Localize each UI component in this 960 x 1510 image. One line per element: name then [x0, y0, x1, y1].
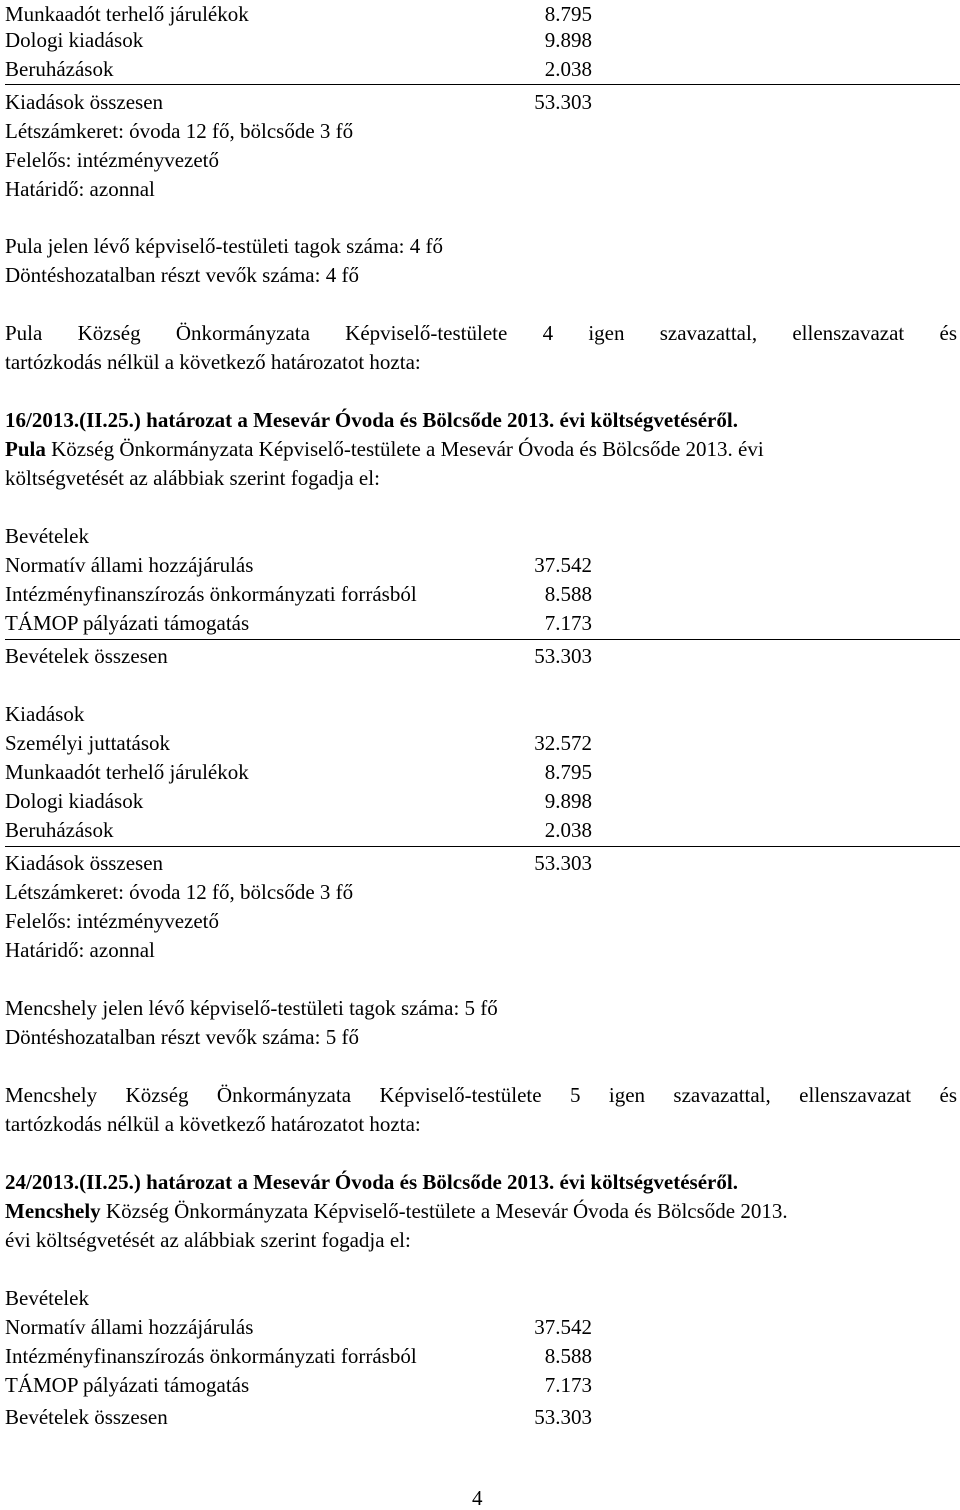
- pula-vote-line: [5, 319, 957, 348]
- row-value: 32.572: [534, 731, 592, 755]
- top-expense-total-row: [5, 88, 592, 117]
- top-staff-line: Létszámkeret: óvoda 12 fő, bölcsőde 3 fő: [5, 119, 354, 143]
- pula-expense-row-material: [5, 787, 592, 816]
- pula-income-row-normative: [5, 551, 592, 580]
- pula-vote-right: 4 igen szavazattal, ellenszavazat és: [542, 321, 958, 345]
- mencshely-resolution-title-text: 24/2013.(II.25.) határozat a Mesevár Óvoda és Bölcsőde 2013. évi költségvetéséről.: [5, 1170, 738, 1194]
- pula-resolution-title-text: 16/2013.(II.25.) határozat a Mesevár Óvoda és Bölcsőde 2013. évi költségvetéséről.: [5, 408, 738, 432]
- row-label: Személyi juttatások: [5, 731, 171, 755]
- row-label: Munkaadót terhelő járulékok: [5, 760, 249, 784]
- pula-intro-bold: Pula: [5, 437, 46, 461]
- mencshely-resolution-title: [5, 1168, 738, 1197]
- row-value: 8.588: [544, 582, 592, 606]
- pula-income-header: Bevételek: [5, 524, 89, 548]
- mencshely-income-row-institution: [5, 1342, 592, 1371]
- divider-rule: [5, 639, 960, 640]
- mencshely-income-total-row: [5, 1403, 592, 1432]
- mencshely-intro-bold: Mencshely: [5, 1199, 101, 1223]
- top-responsible-line: Felelős: intézményvezető: [5, 148, 220, 172]
- mencshely-members-line: Mencshely jelen lévő képviselő-testületi tagok száma: 5 fő: [5, 996, 498, 1020]
- row-value: 53.303: [534, 1405, 592, 1429]
- row-label: Beruházások: [5, 57, 114, 81]
- pula-expense-row-contributions: [5, 758, 592, 787]
- row-label: Kiadások összesen: [5, 90, 164, 114]
- row-label: Bevételek összesen: [5, 644, 168, 668]
- top-expense-row-contributions: [5, 0, 592, 29]
- mencshely-intro-line: [5, 1197, 788, 1226]
- pula-vote-line-2: tartózkodás nélkül a következő határozatot hozta:: [5, 350, 421, 374]
- row-value: 9.898: [544, 789, 592, 813]
- row-value: 2.038: [544, 818, 592, 842]
- pula-members-line: Pula jelen lévő képviselő-testületi tagok száma: 4 fő: [5, 234, 443, 258]
- pula-intro-line-2: költségvetését az alábbiak szerint fogadja el:: [5, 466, 380, 490]
- row-value: 7.173: [544, 1373, 592, 1397]
- pula-vote-left: Pula Község Önkormányzata Képviselő-testülete: [5, 321, 508, 345]
- mencshely-income-row-normative: [5, 1313, 592, 1342]
- row-label: TÁMOP pályázati támogatás: [5, 611, 250, 635]
- pula-staff-line: Létszámkeret: óvoda 12 fő, bölcsőde 3 fő: [5, 880, 354, 904]
- row-label: Dologi kiadások: [5, 789, 144, 813]
- pula-responsible-line: Felelős: intézményvezető: [5, 909, 220, 933]
- row-label: TÁMOP pályázati támogatás: [5, 1373, 250, 1397]
- pula-income-total-row: [5, 642, 592, 671]
- top-deadline-line: Határidő: azonnal: [5, 177, 155, 201]
- top-expense-row-investments: [5, 55, 592, 84]
- mencshely-income-header: Bevételek: [5, 1286, 89, 1310]
- row-value: 8.795: [544, 760, 592, 784]
- pula-intro-line: [5, 435, 764, 464]
- pula-income-row-institution: [5, 580, 592, 609]
- row-label: Munkaadót terhelő járulékok: [5, 2, 249, 26]
- mencshely-vote-line: Mencshely Község Önkormányzata Képviselő-testülete 5 igen szavazattal, ellenszavazat és: [5, 1083, 957, 1107]
- row-label: Beruházások: [5, 818, 114, 842]
- row-label: Kiadások összesen: [5, 851, 164, 875]
- row-value: 2.038: [544, 57, 592, 81]
- row-label: Dologi kiadások: [5, 28, 144, 52]
- mencshely-voters-line: Döntéshozatalban részt vevők száma: 5 fő: [5, 1025, 359, 1049]
- row-value: 9.898: [544, 28, 592, 52]
- page-number: 4: [472, 1486, 483, 1510]
- mencshely-intro-line-2: évi költségvetését az alábbiak szerint fogadja el:: [5, 1228, 411, 1252]
- row-value: 8.795: [544, 2, 592, 26]
- pula-expense-row-personal: [5, 729, 592, 758]
- row-value: 53.303: [534, 851, 592, 875]
- row-value: 37.542: [534, 553, 592, 577]
- row-value: 53.303: [534, 644, 592, 668]
- row-label: Bevételek összesen: [5, 1405, 168, 1429]
- pula-expense-header: Kiadások: [5, 702, 85, 726]
- pula-expense-row-investments: [5, 816, 592, 845]
- pula-income-row-tamop: [5, 609, 592, 638]
- row-label: Normatív állami hozzájárulás: [5, 553, 254, 577]
- pula-voters-line: Döntéshozatalban részt vevők száma: 4 fő: [5, 263, 359, 287]
- row-label: Intézményfinanszírozás önkormányzati forrásból: [5, 1344, 417, 1368]
- mencshely-intro-rest: Község Önkormányzata Képviselő-testülete a Mesevár Óvoda és Bölcsőde 2013.: [100, 1199, 788, 1223]
- pula-resolution-title: [5, 406, 738, 435]
- top-expense-row-material: [5, 26, 592, 55]
- pula-deadline-line: Határidő: azonnal: [5, 938, 155, 962]
- row-label: Intézményfinanszírozás önkormányzati forrásból: [5, 582, 417, 606]
- mencshely-income-row-tamop: [5, 1371, 592, 1400]
- row-value: 37.542: [534, 1315, 592, 1339]
- row-value: 7.173: [544, 611, 592, 635]
- row-label: Normatív állami hozzájárulás: [5, 1315, 254, 1339]
- pula-expense-total-row: [5, 849, 592, 878]
- pula-intro-rest: Község Önkormányzata Képviselő-testülete a Mesevár Óvoda és Bölcsőde 2013. évi: [45, 437, 764, 461]
- divider-rule: [5, 846, 960, 847]
- row-value: 53.303: [534, 90, 592, 114]
- mencshely-vote-line-2: tartózkodás nélkül a következő határozatot hozta:: [5, 1112, 421, 1136]
- divider-rule: [5, 84, 960, 85]
- row-value: 8.588: [544, 1344, 592, 1368]
